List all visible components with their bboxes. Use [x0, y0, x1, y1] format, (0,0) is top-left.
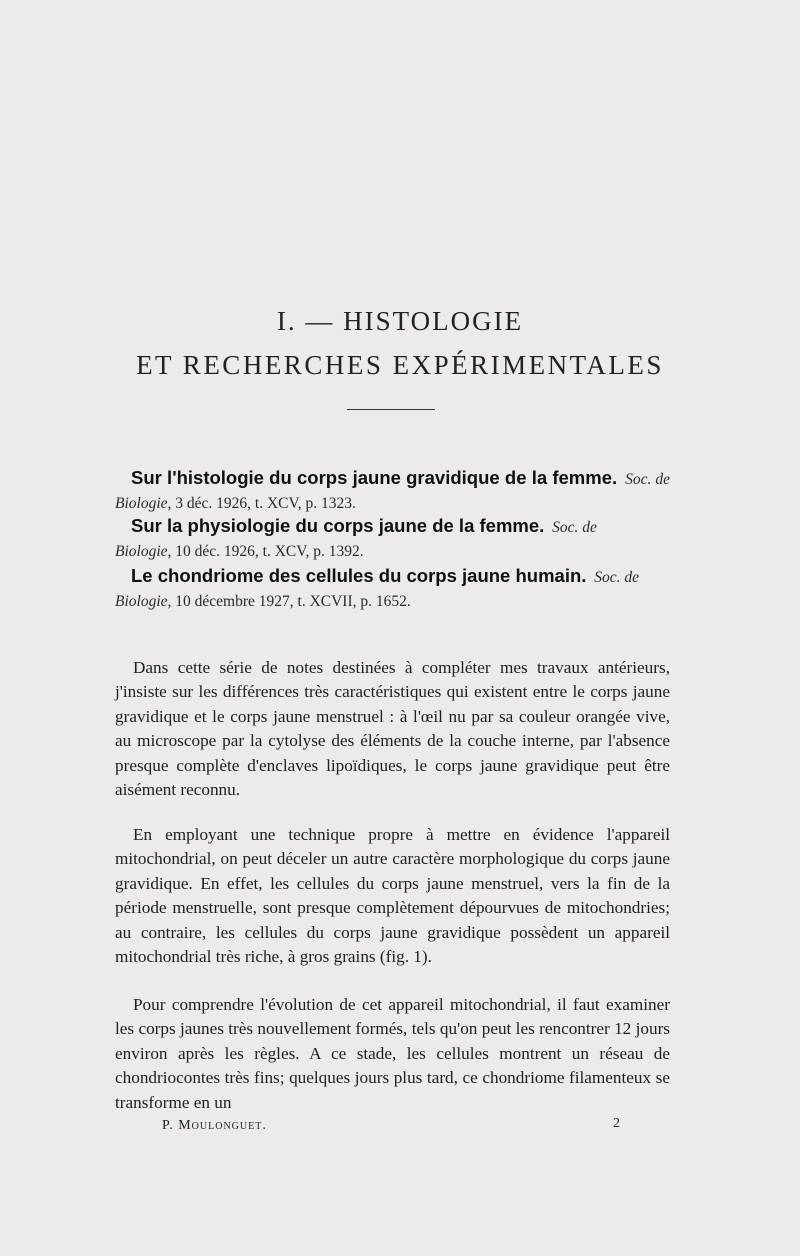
reference-title: Sur la physiologie du corps jaune de la femme. [131, 515, 545, 536]
body-paragraph-1 [115, 656, 670, 802]
body-paragraph-3 [115, 993, 670, 1115]
reference-details: 10 décembre 1927, t. XCVII, p. 1652. [175, 593, 411, 610]
reference-details: 3 déc. 1926, t. XCV, p. 1323. [175, 495, 356, 512]
reference-item [115, 564, 670, 614]
reference-item [115, 514, 670, 564]
reference-title: Sur l'histologie du corps jaune gravidique de la femme. [131, 467, 618, 488]
paragraph-text: En employant une technique propre à mettre en évidence l'appareil mitochondrial, on peut déceler un autre caractère morphologique du corps jaune gravidique. En effet, les cellules du corps jaune menstruel, vers la fin de la période menstruelle, sont presque complètement dépourvues de mitochondries; au contraire, les cellules du corps jaune gravidique possèdent un appareil mitochondrial très riche, à gros grains (fig. 1). [115, 825, 670, 967]
page-number: 2 [613, 1116, 620, 1131]
chapter-heading-line-2: ET RECHERCHES EXPÉRIMENTALES [136, 350, 664, 380]
body-paragraph-2 [115, 823, 670, 969]
reference-journal: Soc. de Biologie, [115, 569, 640, 610]
reference-journal: Soc. de Biologie, [115, 519, 597, 560]
section-divider [347, 409, 435, 410]
footer-author: P. Moulonguet. [162, 1118, 267, 1133]
paragraph-text: Pour comprendre l'évolution de cet appareil mitochondrial, il faut examiner les corps jaunes très nouvellement formés, tels qu'on peut les rencontrer 12 jours environ après les règles. A ce stade, les cellules montrent un réseau de chondriocontes très fins; quelques jours plus tard, ce chondriome filamenteux se transforme en un [115, 995, 670, 1112]
paragraph-text: Dans cette série de notes destinées à compléter mes travaux antérieurs, j'insiste sur les différences très caractéristiques qui existent entre le corps jaune gravidique et le corps jaune menstruel : à l'œil nu par sa couleur orangée vive, au microscope par la cytolyse des éléments de la couche interne, par l'absence presque complète d'enclaves lipoïdiques, le corps jaune gravidique peut être aisément reconnu. [115, 658, 670, 800]
reference-details: 10 déc. 1926, t. XCV, p. 1392. [175, 543, 364, 560]
reference-item [115, 466, 670, 516]
reference-title: Le chondriome des cellules du corps jaune humain. [131, 565, 587, 586]
reference-journal: Soc. de Biologie, [115, 471, 670, 512]
chapter-heading-line-1: I. — HISTOLOGIE [276, 306, 524, 336]
